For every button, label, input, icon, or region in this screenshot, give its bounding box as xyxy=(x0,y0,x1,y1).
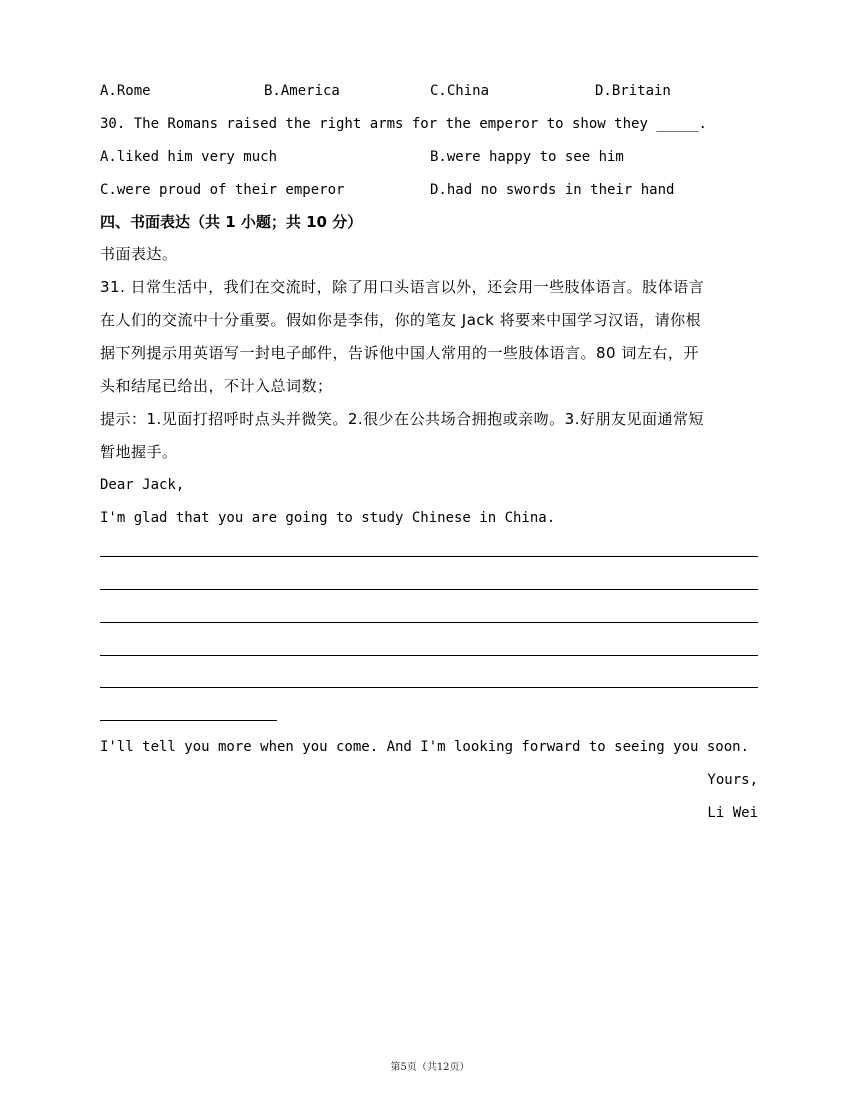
writing-line[interactable] xyxy=(100,622,758,623)
prompt-line: 在人们的交流中十分重要。假如你是李伟，你的笔友 Jack 将要来中国学习汉语，请你根 xyxy=(100,311,702,329)
section-heading: 四、书面表达（共 1 小题；共 10 分） xyxy=(100,213,363,231)
q30-question: 30. The Romans raised the right arms for the emperor to show they _____. xyxy=(100,116,707,132)
prompt-line: 头和结尾已给出，不计入总词数； xyxy=(100,377,333,395)
q29-option-b: B.America xyxy=(264,83,340,99)
letter-signoff: Yours, xyxy=(707,772,758,788)
prompt-line: 据下列提示用英语写一封电子邮件，告诉他中国人常用的一些肢体语言。80 词左右，开 xyxy=(100,344,699,362)
section-subtitle: 书面表达。 xyxy=(100,245,178,263)
letter-signature: Li Wei xyxy=(707,805,758,821)
letter-opening: I'm glad that you are going to study Chinese in China. xyxy=(100,510,556,526)
writing-line[interactable] xyxy=(100,655,758,656)
hint-line: 提示：1.见面打招呼时点头并微笑。2.很少在公共场合拥抱或亲吻。3.好朋友见面通常短 xyxy=(100,410,704,428)
writing-line[interactable] xyxy=(100,589,758,590)
hint-line: 暂地握手。 xyxy=(100,443,178,461)
prompt-line: 31. 日常生活中，我们在交流时，除了用口头语言以外，还会用一些肢体语言。肢体语言 xyxy=(100,278,705,296)
q30-option-a: A.liked him very much xyxy=(100,149,278,165)
q29-option-a: A.Rome xyxy=(100,83,151,99)
q29-option-c: C.China xyxy=(430,83,490,99)
q30-option-d: D.had no swords in their hand xyxy=(430,182,675,198)
letter-closing: I'll tell you more when you come. And I'm looking forward to seeing you soon. xyxy=(100,739,750,755)
writing-line[interactable] xyxy=(100,687,758,688)
writing-line[interactable] xyxy=(100,556,758,557)
q30-option-c: C.were proud of their emperor xyxy=(100,182,345,198)
q29-option-d: D.Britain xyxy=(595,83,671,99)
page-footer: 第5页（共12页） xyxy=(390,1062,470,1073)
writing-line-short[interactable] xyxy=(100,720,277,721)
letter-greeting: Dear Jack, xyxy=(100,477,185,493)
q30-option-b: B.were happy to see him xyxy=(430,149,624,165)
